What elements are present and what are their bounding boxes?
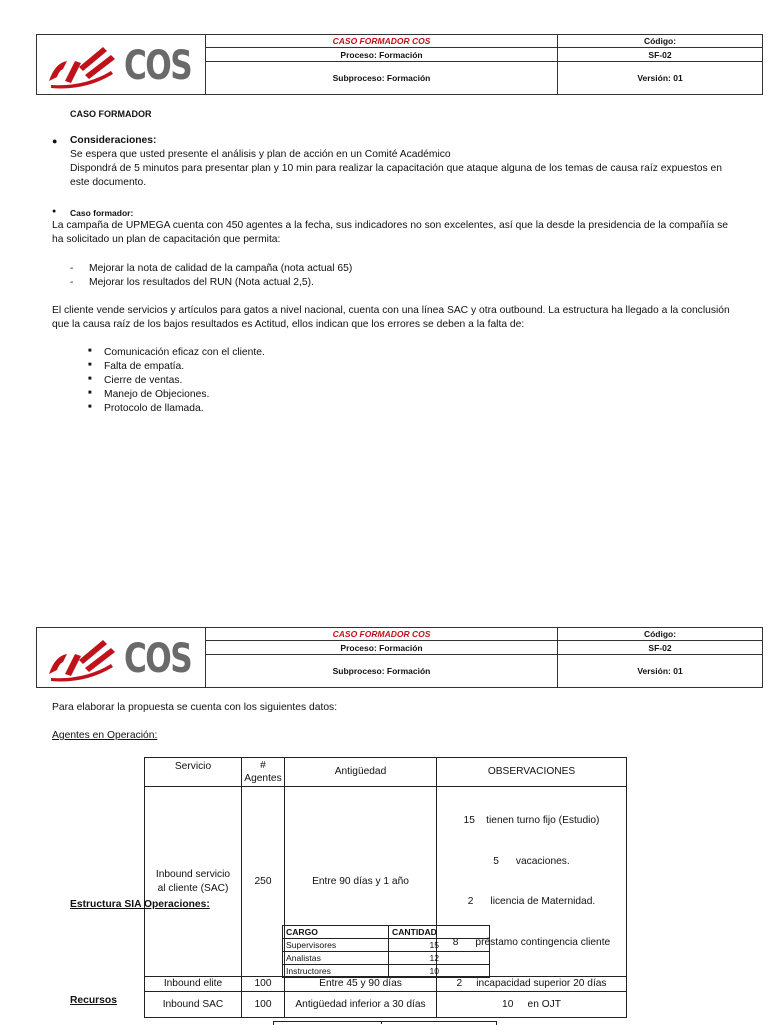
square-bullet: ■ — [88, 390, 92, 396]
header-cell: Antigüedad — [285, 758, 437, 787]
considerations-line: este documento. — [70, 177, 147, 188]
observation-line: 8 préstamo contingencia cliente — [452, 936, 611, 948]
observation-line: 2 licencia de Maternidad. — [467, 896, 596, 907]
code-label: Código: — [558, 628, 763, 641]
qty-cell: 10 — [389, 965, 490, 978]
seniority-cell: Antigüedad inferior a 30 días — [285, 992, 437, 1018]
client-line: El cliente vende servicios y artículos para gatos a nivel nacional, cuenta con una línea SAC y otra outbound. La estructura ha llegado a la conclusión — [52, 305, 730, 316]
bullet-dot: ● — [52, 136, 58, 146]
code-value: SF-02 — [558, 48, 763, 62]
doc-title: CASO FORMADOR COS — [206, 628, 558, 641]
table-row — [145, 977, 627, 992]
table-row — [283, 952, 490, 965]
table-header-row — [283, 926, 490, 939]
cos-logo — [45, 41, 195, 89]
agents-title: Agentes en Operación: — [52, 730, 158, 741]
subprocess-label: Subproceso: Formación — [206, 655, 558, 688]
resources-table-top — [273, 1021, 497, 1025]
agents-cell: 250 — [242, 787, 285, 977]
table-header-row — [145, 758, 627, 787]
logo-cell — [37, 35, 206, 95]
square-bullet: ■ — [88, 404, 92, 410]
agents-table — [144, 757, 627, 1018]
case-title: Caso formador: — [70, 208, 134, 218]
cause-item: Falta de empatía. — [104, 361, 185, 372]
dash-marker: - — [70, 263, 74, 274]
structure-title: Estructura SIA Operaciones: — [70, 899, 210, 910]
qty-cell: 12 — [389, 952, 490, 965]
seniority-cell: Entre 90 días y 1 año — [285, 787, 437, 977]
service-cell — [145, 787, 242, 977]
header-cell-line: # — [260, 759, 266, 771]
document-header — [36, 34, 763, 95]
role-cell: Analistas — [283, 952, 389, 965]
dash-marker: - — [70, 277, 74, 288]
logo-text: COS — [123, 43, 191, 89]
structure-table — [282, 925, 490, 978]
header-cell: CANTIDAD — [389, 926, 490, 939]
considerations-title: Consideraciones: — [70, 135, 157, 146]
cause-item: Cierre de ventas. — [104, 375, 183, 386]
square-bullet: ■ — [88, 376, 92, 382]
service-cell: Inbound elite — [145, 977, 242, 992]
cause-item: Manejo de Objeciones. — [104, 389, 210, 400]
header-cell: OBSERVACIONES — [437, 758, 627, 787]
considerations-line: Se espera que usted presente el análisis y plan de acción en un Comité Académico — [70, 149, 451, 160]
square-bullet: ■ — [88, 362, 92, 368]
qty-cell: 15 — [389, 939, 490, 952]
cause-item: Protocolo de llamada. — [104, 403, 204, 414]
case-heading: CASO FORMADOR — [70, 109, 152, 119]
code-value: SF-02 — [558, 641, 763, 655]
goal-item: Mejorar la nota de calidad de la campaña (nota actual 65) — [89, 263, 353, 274]
doc-title: CASO FORMADOR COS — [206, 35, 558, 48]
agents-cell: 100 — [242, 977, 285, 992]
process-label: Proceso: Formación — [206, 48, 558, 62]
service-line: al cliente (SAC) — [157, 882, 229, 894]
subprocess-label: Subproceso: Formación — [206, 62, 558, 95]
observation-line: 15 tienen turno fijo (Estudio) — [463, 815, 600, 826]
logo-cell — [37, 628, 206, 688]
observations-cell: 2 incapacidad superior 20 días — [437, 977, 627, 992]
client-line: que la causa raíz de los bajos resultados es Actitud, ellos indican que los errores se deben a la falta de: — [52, 319, 525, 330]
process-label: Proceso: Formación — [206, 641, 558, 655]
table-row — [145, 992, 627, 1018]
service-line: Inbound servicio — [155, 869, 231, 880]
table-row — [283, 939, 490, 952]
service-cell: Inbound SAC — [145, 992, 242, 1018]
intro-text: Para elaborar la propuesta se cuenta con los siguientes datos: — [52, 702, 338, 713]
header-cell-line: Agentes — [244, 773, 282, 784]
header-cell — [242, 758, 285, 787]
document-header — [36, 627, 763, 688]
considerations-line: Dispondrá de 5 minutos para presentar plan y 10 min para realizar la capacitación que ataque alguna de los temas de causa raíz expuestos en — [70, 163, 722, 174]
version-label: Versión: 01 — [558, 62, 763, 95]
seniority-cell: Entre 45 y 90 días — [285, 977, 437, 992]
resources-title: Recursos — [70, 995, 117, 1006]
code-label: Código: — [558, 35, 763, 48]
case-line: ha solicitado un plan de capacitación que permita: — [52, 234, 281, 245]
goal-item: Mejorar los resultados del RUN (Nota actual 2,5). — [89, 277, 314, 288]
role-cell: Instructores — [283, 965, 389, 978]
bullet-dot: ● — [52, 208, 57, 215]
version-label: Versión: 01 — [558, 655, 763, 688]
cos-logo — [45, 634, 195, 682]
logo-text: COS — [123, 636, 191, 682]
square-bullet: ■ — [88, 348, 92, 354]
agents-cell: 100 — [242, 992, 285, 1018]
observations-cell: 10 en OJT — [437, 992, 627, 1018]
header-cell: CARGO — [283, 926, 389, 939]
case-line: La campaña de UPMEGA cuenta con 450 agentes a la fecha, sus indicadores no son excelentes, así que la desde la presidencia de la compañía se — [52, 220, 729, 231]
observation-line: 5 vacaciones. — [493, 855, 570, 867]
table-row — [283, 965, 490, 978]
role-cell: Supervisores — [283, 939, 389, 952]
header-cell: Servicio — [145, 758, 242, 787]
cause-item: Comunicación eficaz con el cliente. — [104, 347, 265, 358]
